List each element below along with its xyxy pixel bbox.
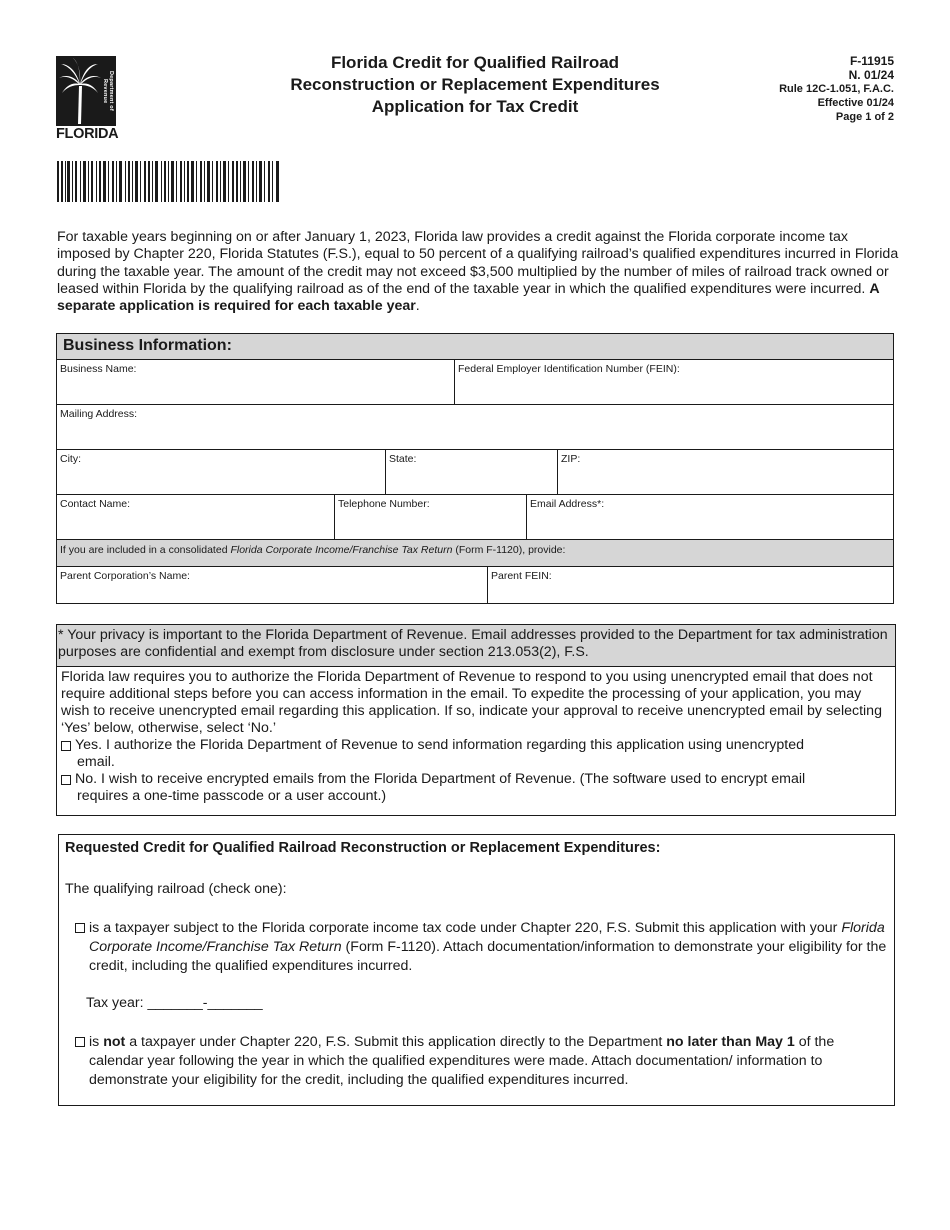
email-yes-text xyxy=(75,737,891,754)
taxpayer-checkbox[interactable] xyxy=(75,923,85,933)
mailing-address-field[interactable] xyxy=(57,405,893,449)
non-taxpayer-checkbox[interactable] xyxy=(75,1037,85,1047)
consolidated-post: (Form F-1120), provide: xyxy=(452,544,566,556)
taxpayer-text-post: (Form F-1120). Attach documentation/information to demonstrate your eligibility for the credit, including the qualified expenditures incurred. xyxy=(89,939,887,974)
logo-department-text: Department of Revenue xyxy=(102,71,114,111)
email-yes-option xyxy=(61,737,891,754)
title-line-1: Florida Credit for Qualified Railroad xyxy=(330,53,620,72)
form-title xyxy=(200,52,750,118)
form-rule: Rule 12C-1.051, F.A.C. xyxy=(779,83,894,95)
intro-bold-text: A separate application is required for each taxable year xyxy=(57,280,880,315)
email-yes-line-1: Yes. I authorize the Florida Department of Revenue to send information regarding this application using unencrypted xyxy=(75,737,804,753)
parent-name-label: Parent Corporation’s Name: xyxy=(60,570,190,582)
requested-credit-section xyxy=(58,834,895,1106)
form-effective: Effective 01/24 xyxy=(817,97,894,109)
email-no-option xyxy=(61,771,891,788)
privacy-note: * Your privacy is important to the Florida Department of Revenue. Email addresses provided to the Department for tax administration purposes are confidential and exempt from disclosure under section 213.053(2), F.S. xyxy=(57,625,895,667)
non-taxpayer-option xyxy=(65,1033,888,1090)
email-no-text xyxy=(75,771,891,788)
form-number: F-11915 xyxy=(849,54,894,68)
intro-end: . xyxy=(415,298,420,315)
email-authorization-text: Florida law requires you to authorize the Florida Department of Revenue to respond to you using unencrypted email that does not require additional steps before you can access information in the email. To expedite the processing of your application, you may wish to receive unencrypted email regarding this application. If so, indicate your approval to receive unencrypted email by selecting ‘Yes’ below, otherwise, select ‘No.’ xyxy=(61,669,882,736)
intro-text: For taxable years beginning on or after January 1, 2023, Florida law provides a credit against the Florida corporate income tax imposed by Chapter 220, Florida Statutes (F.S.), equal to 50 percent of a qualifying railroad’s qualified expenditures incurred in Florida during the taxable year. The amount of the credit may not exceed $3,500 multiplied by the number of miles of railroad track owned or leased within Florida by the qualifying railroad as of the end of the taxable year in which the qualified expenditures were incurred. xyxy=(57,229,899,297)
city-field[interactable] xyxy=(57,450,386,494)
barcode xyxy=(57,161,279,202)
email-authorization-body xyxy=(57,667,895,815)
consolidated-pre: If you are included in a consolidated xyxy=(60,544,231,556)
fein-label: Federal Employer Identification Number (FEIN): xyxy=(458,363,680,375)
intro-paragraph xyxy=(57,229,899,315)
title-line-2: Reconstruction or Replacement Expenditures xyxy=(290,75,660,94)
fein-field[interactable] xyxy=(455,360,893,404)
business-information-heading: Business Information: xyxy=(57,334,893,360)
email-yes-checkbox[interactable] xyxy=(61,741,71,751)
email-no-checkbox[interactable] xyxy=(61,775,71,785)
parent-fein-field[interactable] xyxy=(488,567,893,603)
state-label: State: xyxy=(389,453,417,465)
contact-name-label: Contact Name: xyxy=(60,498,131,510)
florida-dor-logo xyxy=(56,56,119,142)
email-no-line-1: No. I wish to receive encrypted emails from the Florida Department of Revenue. (The software used to encrypt email xyxy=(75,771,806,787)
non-taxpayer-option-text xyxy=(89,1033,888,1090)
telephone-field[interactable] xyxy=(335,495,527,539)
email-no-line-2: requires a one-time passcode or a user account.) xyxy=(77,788,387,804)
email-yes-line-2: email. xyxy=(77,754,115,770)
logo-wordmark: FLORIDA xyxy=(56,126,119,142)
business-name-label: Business Name: xyxy=(60,363,137,375)
qualifying-railroad-prompt: The qualifying railroad (check one): xyxy=(65,881,287,897)
state-field[interactable] xyxy=(386,450,558,494)
non-taxpayer-text-b: not xyxy=(103,1034,126,1050)
business-information-section xyxy=(56,333,894,604)
tax-year-field[interactable]: Tax year: _______-_______ xyxy=(86,995,263,1011)
taxpayer-option-text xyxy=(89,919,888,976)
business-name-field[interactable] xyxy=(57,360,455,404)
contact-name-field[interactable] xyxy=(57,495,335,539)
taxpayer-text-italic: Florida Corporate Income/Franchise Tax Return xyxy=(89,920,885,955)
form-page: Page 1 of 2 xyxy=(835,111,894,123)
parent-corporation-name-field[interactable] xyxy=(57,567,488,603)
telephone-label: Telephone Number: xyxy=(338,498,430,510)
form-revision: N. 01/24 xyxy=(848,68,894,82)
city-label: City: xyxy=(60,453,81,465)
email-authorization-section xyxy=(56,624,896,816)
non-taxpayer-deadline: no later than May 1 xyxy=(666,1034,795,1050)
email-label: Email Address*: xyxy=(530,498,605,510)
palm-tree-icon xyxy=(56,56,116,126)
zip-field[interactable] xyxy=(558,450,893,494)
email-field[interactable] xyxy=(527,495,893,539)
mailing-address-label: Mailing Address: xyxy=(60,408,138,420)
consolidated-return-note xyxy=(57,540,893,567)
requested-credit-heading: Requested Credit for Qualified Railroad Reconstruction or Replacement Expenditures: xyxy=(65,840,661,856)
non-taxpayer-text-a: is xyxy=(89,1034,104,1050)
non-taxpayer-text-e: of the calendar year following the year in which the qualified expenditures were made. Attach documentation/ information to demonstrate your eligibility for the credit, including the qualified expenditures incurred. xyxy=(89,1034,835,1088)
parent-fein-label: Parent FEIN: xyxy=(491,570,552,582)
title-line-3: Application for Tax Credit xyxy=(371,97,579,116)
taxpayer-text-pre: is a taxpayer subject to the Florida corporate income tax code under Chapter 220, F.S. Submit this application with your xyxy=(89,920,842,936)
form-meta xyxy=(779,54,894,124)
zip-label: ZIP: xyxy=(561,453,581,465)
taxpayer-option xyxy=(65,919,888,976)
non-taxpayer-text-c: a taxpayer under Chapter 220, F.S. Submit this application directly to the Department xyxy=(125,1034,667,1050)
consolidated-italic: Florida Corporate Income/Franchise Tax Return xyxy=(230,544,453,556)
